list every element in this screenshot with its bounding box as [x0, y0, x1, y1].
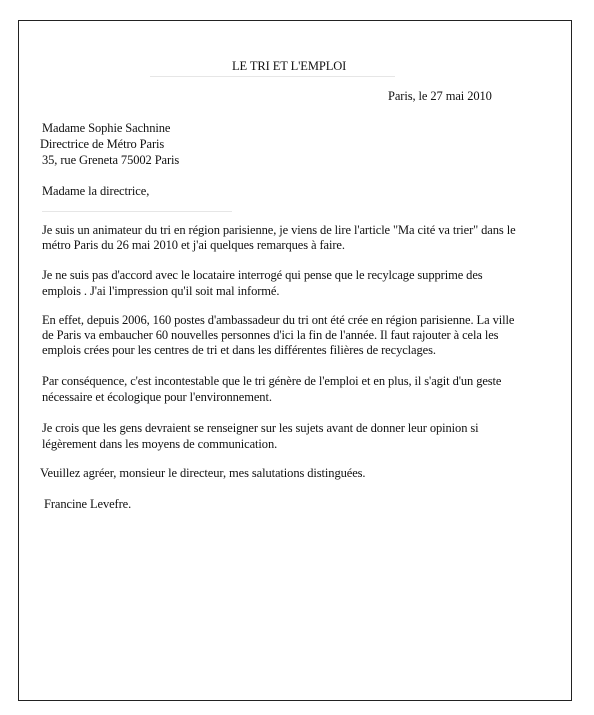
- place-date: Paris, le 27 mai 2010: [388, 89, 492, 103]
- paragraph-5-line-2: légèrement dans les moyens de communication.: [42, 437, 278, 451]
- signature: Francine Levefre.: [44, 497, 132, 511]
- paragraph-5-line-1: Je crois que les gens devraient se renseigner sur les sujets avant de donner leur opinion si: [42, 421, 479, 435]
- paragraph-4-line-1: Par conséquence, c'est incontestable que le tri génère de l'emploi et en plus, il s'agit d'un geste: [42, 374, 502, 388]
- letter-title: LE TRI ET L'EMPLOI: [232, 59, 347, 73]
- paragraph-2-line-2: emplois . J'ai l'impression qu'il soit mal informé.: [42, 284, 280, 298]
- paragraph-3-line-3: emplois crées pour les centres de tri et dans les différentes filières de recyclages.: [42, 343, 436, 357]
- paragraph-3-line-2: de Paris va embaucher 60 nouvelles personnes d'ici la fin de l'année. Il faut rajouter à cela les: [42, 328, 499, 342]
- closing: Veuillez agréer, monsieur le directeur, mes salutations distinguées.: [40, 466, 366, 480]
- paragraph-2-line-1: Je ne suis pas d'accord avec le locataire interrogé qui pense que le recylcage supprime des: [42, 268, 483, 282]
- salutation-underline-faint: [42, 211, 232, 212]
- paragraph-4-line-2: nécessaire et écologique pour l'environnement.: [42, 390, 272, 404]
- paragraph-1-line-1: Je suis un animateur du tri en région parisienne, je viens de lire l'article "Ma cité va trier" dans le: [42, 223, 516, 237]
- salutation: Madame la directrice,: [42, 184, 150, 198]
- recipient-role: Directrice de Métro Paris: [40, 137, 165, 151]
- recipient-address: 35, rue Greneta 75002 Paris: [42, 153, 180, 167]
- paragraph-3-line-1: En effet, depuis 2006, 160 postes d'ambassadeur du tri ont été crée en région parisienne. La ville: [42, 313, 515, 327]
- recipient-name: Madame Sophie Sachnine: [42, 121, 171, 135]
- title-underline-faint: [150, 76, 395, 77]
- paragraph-1-line-2: métro Paris du 26 mai 2010 et j'ai quelques remarques à faire.: [42, 238, 345, 252]
